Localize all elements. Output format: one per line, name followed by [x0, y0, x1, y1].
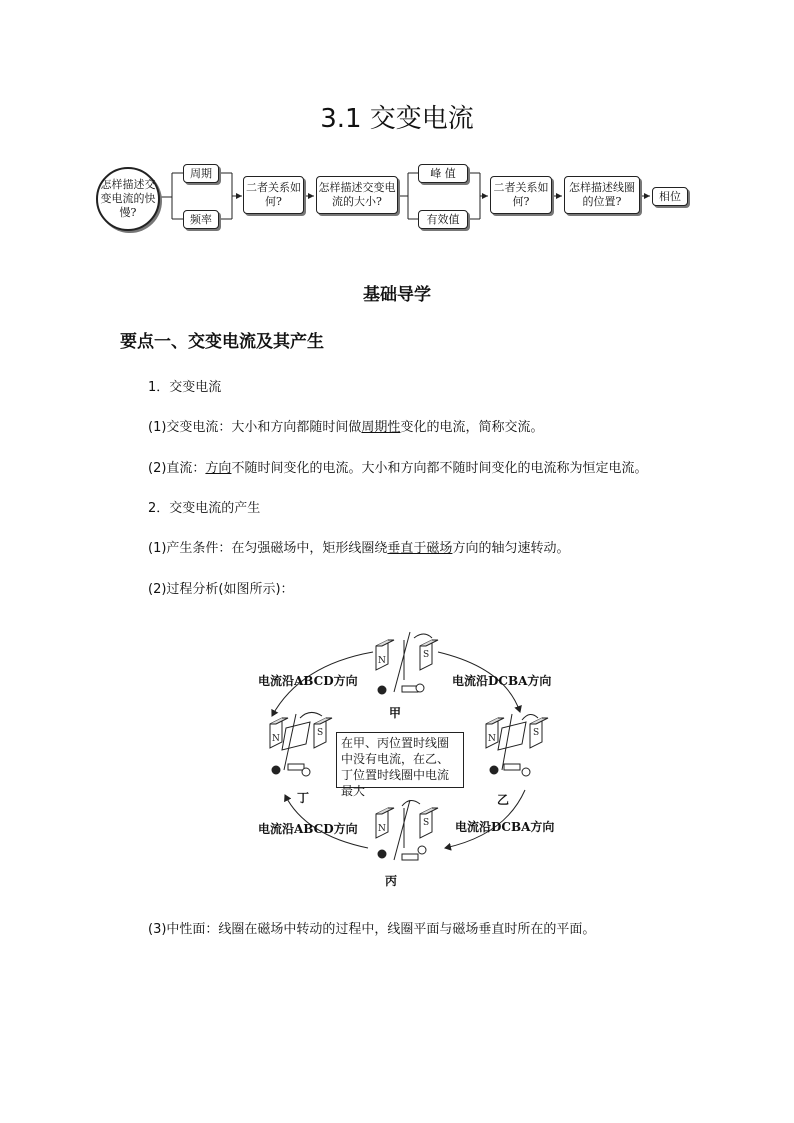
flow-effective-node: 有效值 — [418, 210, 468, 229]
flow-relation2-node: 二者关系如何? — [490, 176, 552, 214]
heading: 要点一、交变电流及其产生 — [120, 332, 324, 352]
flow-phase-node: 相位 — [652, 187, 688, 206]
pole-n-bing: N — [378, 824, 386, 834]
label-dcba-top: 电流沿DCBA方向 — [452, 674, 552, 688]
pole-s-ding: S — [317, 728, 324, 738]
flow-relation1-node: 二者关系如何? — [243, 176, 304, 214]
pole-s-jia: S — [423, 650, 430, 660]
label-dcba-bottom: 电流沿DCBA方向 — [455, 820, 555, 834]
flow-peak-node: 峰 值 — [418, 164, 468, 183]
flow-position-node: 怎样描述线圈的位置? — [564, 176, 640, 214]
generator-ding — [270, 712, 332, 776]
page-title: 3.1 交变电流 — [320, 104, 474, 134]
position-ding: 丁 — [297, 791, 310, 805]
item-2: 2．交变电流的产生 — [148, 501, 261, 516]
section-title: 基础导学 — [363, 285, 431, 305]
diagram-note: 在甲、丙位置时线圈中没有电流，在乙、丁位置时线圈中电流最大 — [336, 732, 464, 788]
item-2-3: (3)中性面：线圈在磁场中转动的过程中，线圈平面与磁场垂直时所在的平面。 — [148, 922, 596, 937]
position-bing: 丙 — [385, 874, 398, 888]
item-1: 1．交变电流 — [148, 380, 222, 395]
label-abcd-top: 电流沿ABCD方向 — [258, 674, 358, 688]
item-1-1: (1)交变电流：大小和方向都随时间做周期性变化的电流，简称交流。 — [148, 420, 544, 435]
pole-n-ding: N — [272, 734, 280, 744]
item-1-2: (2)直流：方向不随时间变化的电流。大小和方向都不随时间变化的电流称为恒定电流。 — [148, 461, 648, 476]
item-2-2: (2)过程分析(如图所示)： — [148, 582, 294, 597]
flow-period-node: 周期 — [183, 164, 219, 183]
flow-magnitude-node: 怎样描述交变电流的大小? — [316, 176, 398, 214]
flow-frequency-node: 频率 — [183, 210, 219, 229]
item-2-1: (1)产生条件：在匀强磁场中，矩形线圈绕垂直于磁场方向的轴匀速转动。 — [148, 541, 570, 556]
pole-s-bing: S — [423, 818, 430, 828]
generator-yi — [486, 714, 548, 776]
position-yi: 乙 — [497, 793, 510, 807]
position-jia: 甲 — [389, 706, 402, 720]
pole-n-jia: N — [378, 656, 386, 666]
pole-n-yi: N — [488, 734, 496, 744]
pole-s-yi: S — [533, 728, 540, 738]
flow-start-node: 怎样描述交变电流的快慢? — [96, 167, 160, 231]
label-abcd-bottom: 电流沿ABCD方向 — [258, 822, 358, 836]
